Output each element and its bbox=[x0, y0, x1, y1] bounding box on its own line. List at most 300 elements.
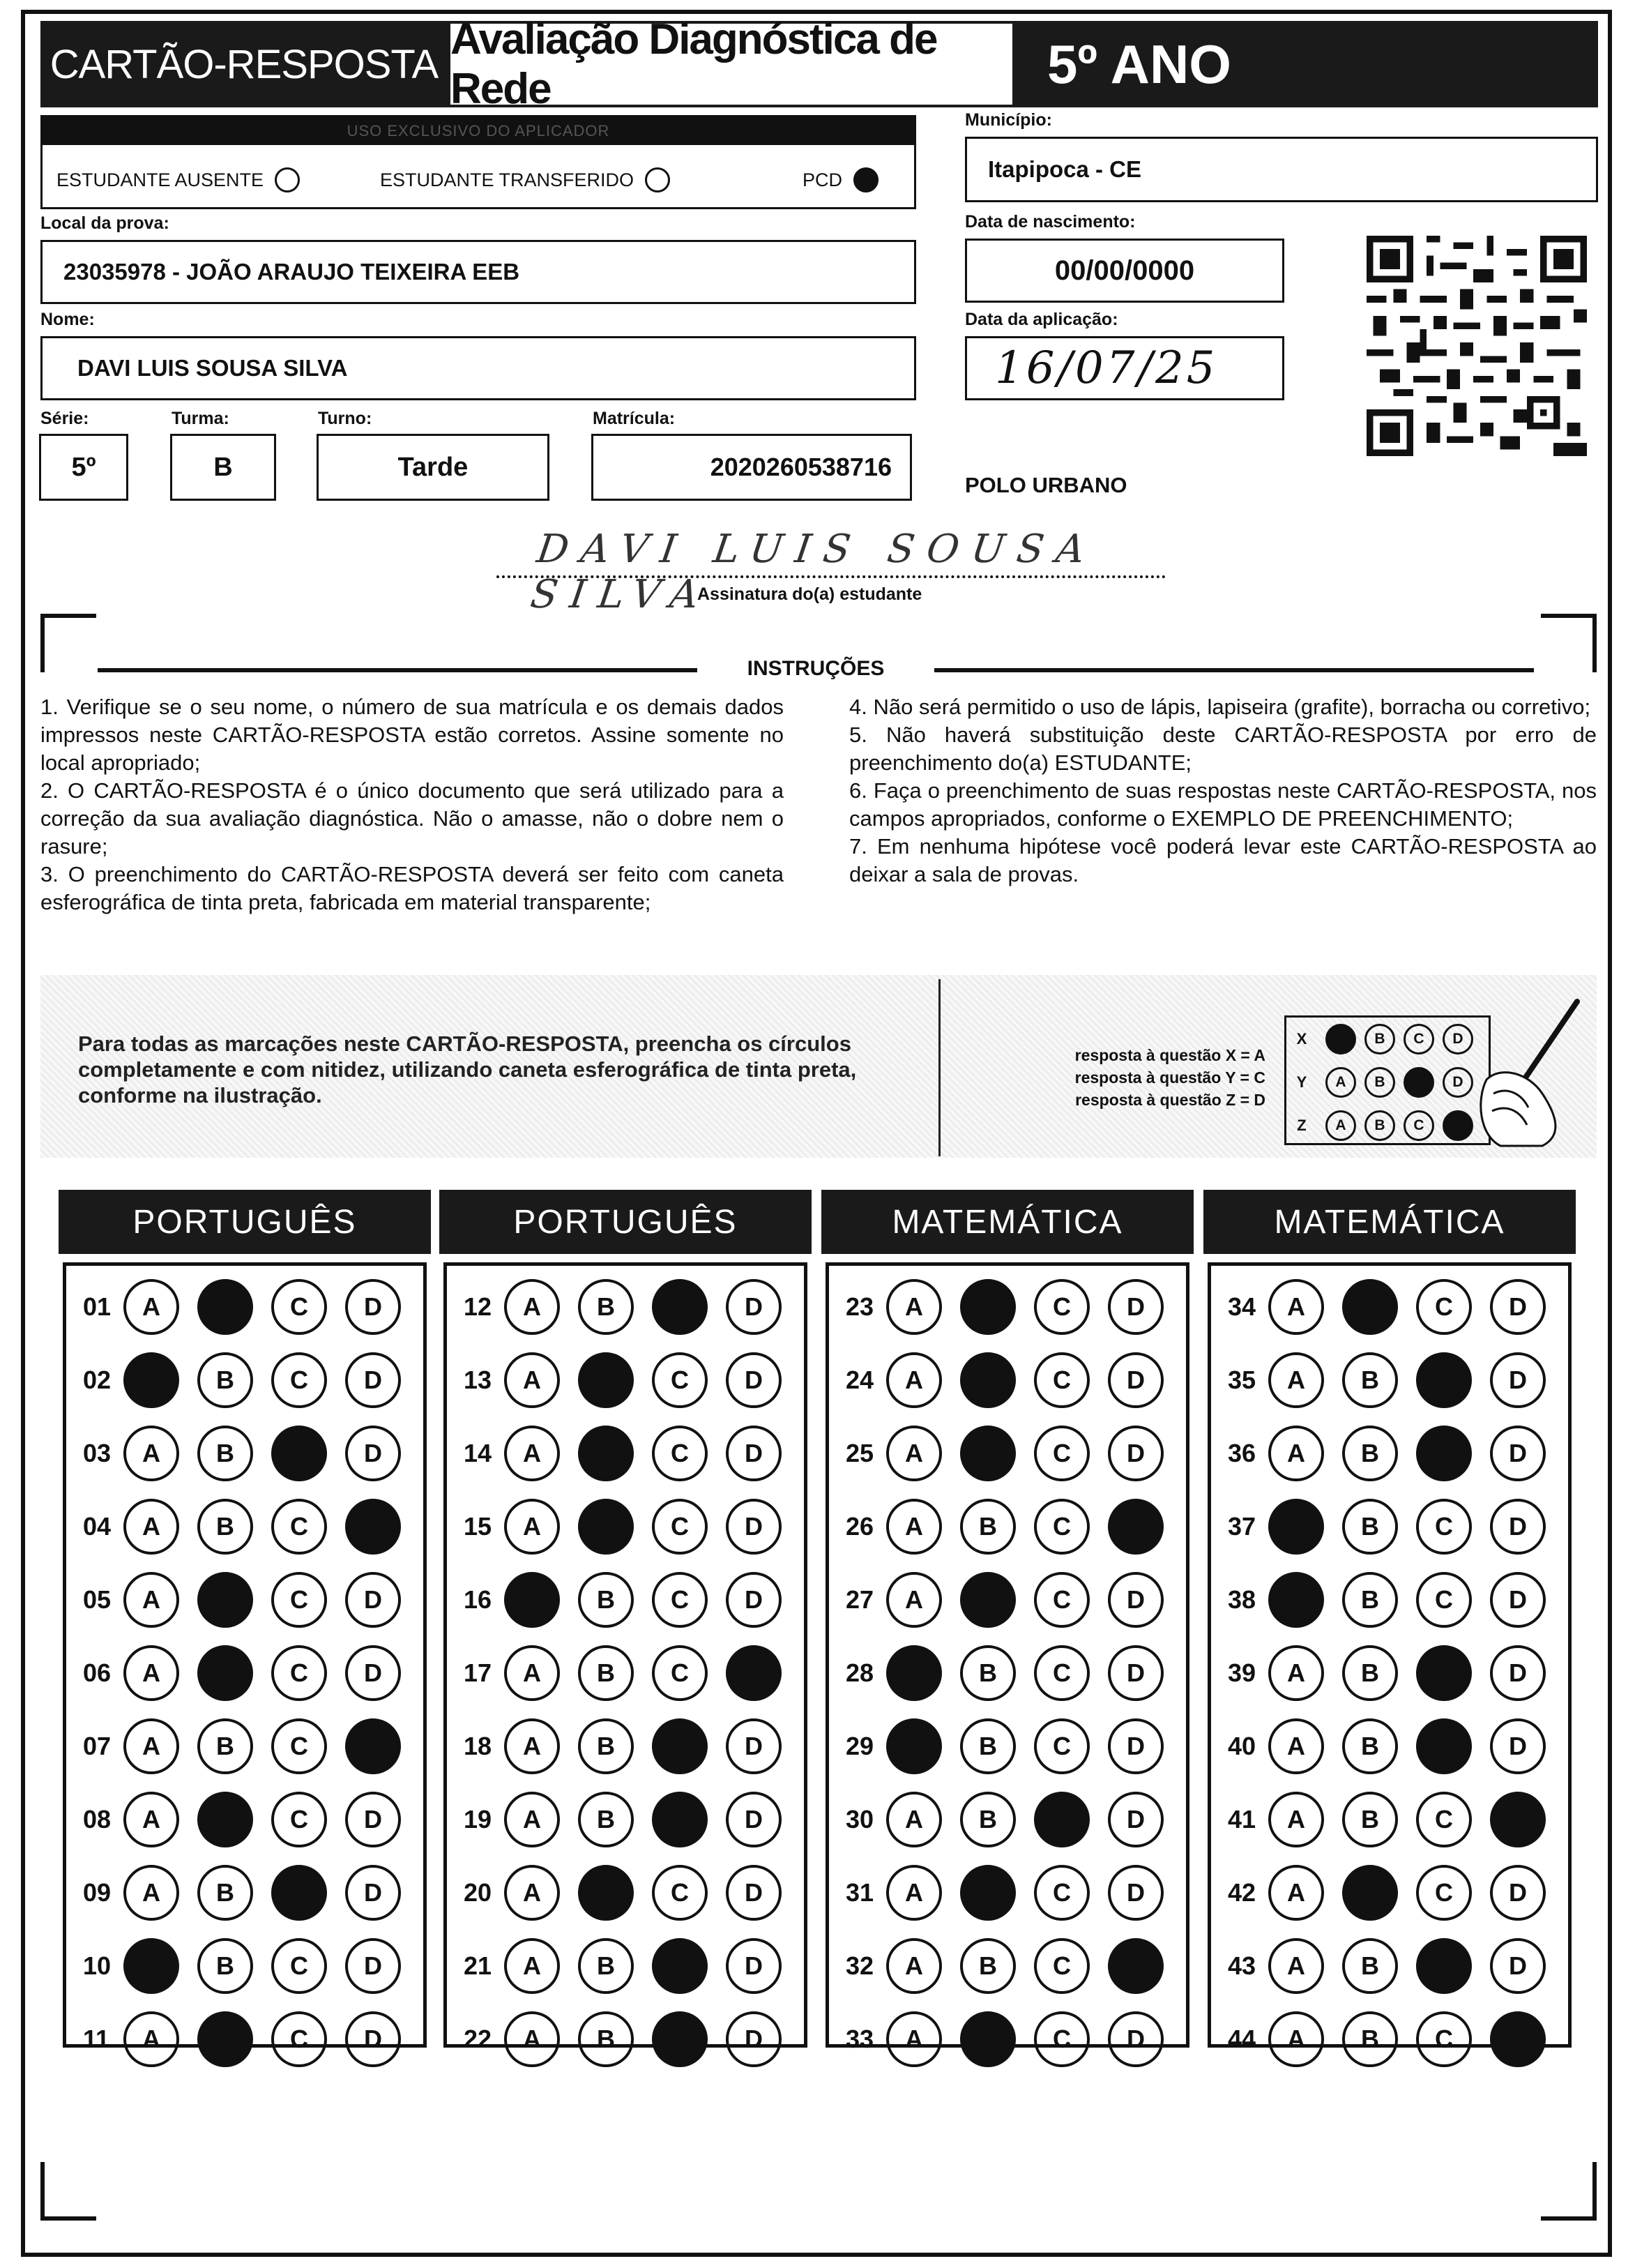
question-row bbox=[83, 1642, 419, 1704]
answer-bubble-b[interactable]: B bbox=[1342, 1718, 1398, 1774]
grade-title: 5º ANO bbox=[1015, 21, 1598, 107]
answer-bubble-a[interactable]: A bbox=[123, 1865, 179, 1921]
answer-bubble-a[interactable]: A bbox=[886, 1352, 942, 1408]
answer-bubble-d[interactable] bbox=[1108, 1499, 1164, 1555]
filling-example-divider bbox=[938, 979, 941, 1156]
answer-bubble-c[interactable]: C bbox=[1034, 2011, 1090, 2067]
filling-example-bubble: D bbox=[1443, 1067, 1473, 1098]
answer-bubble-b[interactable] bbox=[960, 1352, 1016, 1408]
answer-bubble-b[interactable]: B bbox=[578, 1572, 634, 1628]
answer-bubble-b[interactable]: B bbox=[960, 1645, 1016, 1701]
section-answer-panel bbox=[443, 1262, 807, 2053]
question-number: 28 bbox=[846, 1658, 874, 1687]
question-row bbox=[846, 1422, 1182, 1485]
corner-mark-top-left bbox=[40, 614, 96, 672]
question-number: 37 bbox=[1228, 1512, 1256, 1541]
hand-with-pen-icon bbox=[1473, 996, 1584, 1149]
serie-field: 5º bbox=[39, 434, 128, 501]
question-row bbox=[1228, 1935, 1564, 1997]
question-number: 20 bbox=[464, 1878, 492, 1907]
answer-bubble-d[interactable]: D bbox=[1108, 1865, 1164, 1921]
answer-bubble-a[interactable]: A bbox=[504, 1865, 560, 1921]
polo-text: POLO URBANO bbox=[965, 473, 1127, 497]
answer-bubble-d[interactable]: D bbox=[726, 2011, 782, 2067]
corner-mark-top-right bbox=[1541, 614, 1597, 672]
answer-bubble-d[interactable]: D bbox=[1490, 1865, 1546, 1921]
answer-bubble-b[interactable]: B bbox=[578, 2011, 634, 2067]
question-row bbox=[1228, 2008, 1564, 2071]
answer-bubble-b[interactable]: B bbox=[197, 1499, 253, 1555]
answer-bubble-b[interactable] bbox=[578, 1426, 634, 1481]
answer-bubble-a[interactable] bbox=[123, 1352, 179, 1408]
student-transferred-option[interactable] bbox=[380, 167, 670, 192]
name-label: Nome: bbox=[40, 310, 95, 329]
filling-example-bubble: D bbox=[1443, 1024, 1473, 1054]
answer-bubble-c[interactable]: C bbox=[1034, 1645, 1090, 1701]
answer-bubble-c[interactable]: C bbox=[652, 1645, 708, 1701]
answer-bubble-b[interactable]: B bbox=[578, 1279, 634, 1335]
answer-bubble-b[interactable]: B bbox=[197, 1352, 253, 1408]
question-number: 06 bbox=[83, 1658, 112, 1687]
answer-bubble-b[interactable] bbox=[960, 1279, 1016, 1335]
filling-example-bubble: B bbox=[1364, 1067, 1395, 1098]
instruction-item: 7. Em nenhuma hipótese você poderá levar este CARTÃO-RESPOSTA ao deixar a sala de provas. bbox=[849, 834, 1597, 886]
filling-example-bubble: D bbox=[1443, 1110, 1473, 1141]
answer-bubble-c[interactable]: C bbox=[271, 1645, 327, 1701]
answer-bubble-c[interactable]: C bbox=[1416, 1792, 1472, 1847]
answer-bubble-c[interactable]: C bbox=[652, 1352, 708, 1408]
turma-label: Turma: bbox=[172, 409, 229, 428]
answer-bubble-b[interactable] bbox=[960, 1865, 1016, 1921]
answer-bubble-d[interactable]: D bbox=[345, 2011, 401, 2067]
answer-bubble-a[interactable]: A bbox=[504, 1792, 560, 1847]
question-row bbox=[464, 2008, 800, 2071]
answer-bubble-a[interactable]: A bbox=[504, 2011, 560, 2067]
answer-bubble-a[interactable]: A bbox=[886, 1499, 942, 1555]
answer-bubble-d[interactable]: D bbox=[345, 1279, 401, 1335]
answer-bubble-b[interactable] bbox=[578, 1499, 634, 1555]
question-row bbox=[1228, 1276, 1564, 1338]
question-number: 12 bbox=[464, 1292, 492, 1321]
answer-bubble-c[interactable]: C bbox=[271, 1352, 327, 1408]
answer-bubble-c[interactable] bbox=[271, 1865, 327, 1921]
answer-bubble-d[interactable]: D bbox=[345, 1645, 401, 1701]
answer-bubble-d[interactable]: D bbox=[345, 1572, 401, 1628]
question-number: 31 bbox=[846, 1878, 874, 1907]
question-number: 34 bbox=[1228, 1292, 1256, 1321]
answer-bubble-a[interactable]: A bbox=[123, 1645, 179, 1701]
instructions-right-column bbox=[849, 693, 1597, 889]
answer-bubble-b[interactable]: B bbox=[578, 1938, 634, 1994]
answer-bubble-a[interactable]: A bbox=[886, 1279, 942, 1335]
signature-text: DAVI LUIS SOUSA SILVA bbox=[527, 527, 1100, 617]
applicator-box bbox=[40, 115, 916, 209]
answer-bubble-d[interactable]: D bbox=[345, 1938, 401, 1994]
answer-bubble-d[interactable]: D bbox=[1490, 1718, 1546, 1774]
question-row bbox=[464, 1715, 800, 1778]
answer-bubble-d[interactable] bbox=[345, 1499, 401, 1555]
answer-bubble-a[interactable]: A bbox=[504, 1938, 560, 1994]
answer-bubble-c[interactable]: C bbox=[1034, 1572, 1090, 1628]
answer-bubble-c[interactable]: C bbox=[652, 1426, 708, 1481]
question-number: 35 bbox=[1228, 1366, 1256, 1394]
answer-bubble-c[interactable]: C bbox=[1034, 1352, 1090, 1408]
answer-bubble-b[interactable]: B bbox=[960, 1938, 1016, 1994]
answer-bubble-d[interactable]: D bbox=[726, 1865, 782, 1921]
section-answer-panel bbox=[63, 1262, 427, 2053]
answer-bubble-d[interactable]: D bbox=[726, 1352, 782, 1408]
question-row bbox=[464, 1495, 800, 1558]
answer-bubble-c[interactable]: C bbox=[652, 1865, 708, 1921]
signature-line bbox=[496, 575, 1166, 578]
filling-example-labels bbox=[1028, 1044, 1265, 1111]
question-row bbox=[846, 2008, 1182, 2071]
question-number: 22 bbox=[464, 2025, 492, 2053]
answer-bubble-d[interactable] bbox=[345, 1718, 401, 1774]
answer-bubble-b[interactable] bbox=[578, 1352, 634, 1408]
instruction-item: 4. Não será permitido o uso de lápis, lapiseira (grafite), borracha ou corretivo; bbox=[849, 695, 1591, 719]
question-row bbox=[846, 1788, 1182, 1851]
answer-bubble-b[interactable]: B bbox=[578, 1718, 634, 1774]
question-number: 18 bbox=[464, 1732, 492, 1760]
answer-bubble-c[interactable]: C bbox=[1034, 1426, 1090, 1481]
answer-bubble-c[interactable]: C bbox=[1416, 2011, 1472, 2067]
section-header: MATEMÁTICA bbox=[1203, 1190, 1576, 1254]
answer-bubble-c[interactable]: C bbox=[1034, 1938, 1090, 1994]
answer-bubble-d[interactable] bbox=[726, 1645, 782, 1701]
exam-title: Avaliação Diagnóstica de Rede bbox=[448, 21, 1015, 107]
answer-bubble-d[interactable]: D bbox=[726, 1938, 782, 1994]
answer-bubble-a[interactable]: A bbox=[123, 1279, 179, 1335]
answer-bubble-d[interactable] bbox=[1490, 2011, 1546, 2067]
answer-bubble-d[interactable]: D bbox=[1490, 1352, 1546, 1408]
filling-example-label: resposta à questão X = A bbox=[1074, 1046, 1265, 1064]
question-row bbox=[464, 1788, 800, 1851]
answer-bubble-a[interactable]: A bbox=[886, 1572, 942, 1628]
answer-bubble-a[interactable]: A bbox=[1268, 1792, 1324, 1847]
answer-bubble-d[interactable]: D bbox=[1108, 1352, 1164, 1408]
filling-example-row bbox=[1286, 1018, 1489, 1061]
answer-bubble-c[interactable]: C bbox=[271, 2011, 327, 2067]
answer-bubble-a[interactable]: A bbox=[886, 1426, 942, 1481]
answer-bubble-b[interactable]: B bbox=[1342, 1645, 1398, 1701]
serie-label: Série: bbox=[40, 409, 89, 428]
answer-bubble-c[interactable]: C bbox=[1416, 1865, 1472, 1921]
answer-bubble-c[interactable]: C bbox=[271, 1279, 327, 1335]
question-row bbox=[1228, 1642, 1564, 1704]
question-number: 42 bbox=[1228, 1878, 1256, 1907]
answer-bubble-d[interactable]: D bbox=[1490, 1499, 1546, 1555]
answer-bubble-b[interactable]: B bbox=[578, 1645, 634, 1701]
answer-bubble-c[interactable] bbox=[652, 2011, 708, 2067]
answer-bubble-a[interactable]: A bbox=[504, 1718, 560, 1774]
filling-example-row bbox=[1286, 1104, 1489, 1147]
answer-bubble-a[interactable]: A bbox=[886, 1792, 942, 1847]
question-row bbox=[846, 1861, 1182, 1924]
answer-bubble-d[interactable]: D bbox=[1490, 1938, 1546, 1994]
question-row bbox=[846, 1495, 1182, 1558]
answer-bubble-c[interactable]: C bbox=[1034, 1718, 1090, 1774]
answer-bubble-b[interactable]: B bbox=[197, 1938, 253, 1994]
answer-bubble-c[interactable] bbox=[652, 1938, 708, 1994]
answer-bubble-a[interactable] bbox=[1268, 1572, 1324, 1628]
signature-label: Assinatura do(a) estudante bbox=[697, 584, 922, 604]
application-date-label: Data da aplicação: bbox=[965, 310, 1118, 329]
question-row bbox=[846, 1568, 1182, 1631]
answer-bubble-b[interactable] bbox=[578, 1865, 634, 1921]
question-number: 21 bbox=[464, 1951, 492, 1980]
answer-bubble-a[interactable]: A bbox=[123, 1572, 179, 1628]
turno-field: Tarde bbox=[317, 434, 549, 501]
answer-bubble-d[interactable]: D bbox=[1490, 1572, 1546, 1628]
pcd-option[interactable] bbox=[803, 167, 879, 192]
answer-bubble-d[interactable]: D bbox=[1108, 1645, 1164, 1701]
section-header: PORTUGUÊS bbox=[439, 1190, 812, 1254]
answer-bubble-c[interactable] bbox=[1416, 1718, 1472, 1774]
answer-bubble-a[interactable]: A bbox=[1268, 1352, 1324, 1408]
answer-bubble-c[interactable] bbox=[1416, 1352, 1472, 1408]
question-number: 08 bbox=[83, 1805, 112, 1834]
answer-bubble-a[interactable]: A bbox=[123, 1792, 179, 1847]
question-row bbox=[1228, 1788, 1564, 1851]
answer-bubble-d[interactable]: D bbox=[726, 1279, 782, 1335]
answer-bubble-d[interactable]: D bbox=[1490, 1279, 1546, 1335]
answer-bubble-a[interactable]: A bbox=[504, 1426, 560, 1481]
answer-bubble-c[interactable]: C bbox=[271, 1792, 327, 1847]
answer-bubble-b[interactable] bbox=[197, 2011, 253, 2067]
answer-bubble-b[interactable]: B bbox=[1342, 1426, 1398, 1481]
answer-bubble-b[interactable]: B bbox=[1342, 1352, 1398, 1408]
question-number: 44 bbox=[1228, 2025, 1256, 2053]
answer-bubble-b[interactable]: B bbox=[960, 1792, 1016, 1847]
answer-bubble-b[interactable] bbox=[197, 1792, 253, 1847]
answer-bubble-b[interactable]: B bbox=[960, 1499, 1016, 1555]
answer-bubble-b[interactable]: B bbox=[1342, 1499, 1398, 1555]
answer-bubble-b[interactable]: B bbox=[1342, 1938, 1398, 1994]
question-number: 04 bbox=[83, 1512, 112, 1541]
filling-example-text: Para todas as marcações neste CARTÃO-RESPOSTA, preencha os círculos completamente e com nitidez, utilizando caneta esferográfica de tinta preta, conforme na ilustração. bbox=[78, 1031, 857, 1107]
answer-bubble-b[interactable]: B bbox=[1342, 2011, 1398, 2067]
question-number: 14 bbox=[464, 1439, 492, 1467]
filling-example-grid bbox=[1284, 1015, 1491, 1145]
answer-bubble-a[interactable]: A bbox=[1268, 1718, 1324, 1774]
answer-bubble-b[interactable]: B bbox=[960, 1718, 1016, 1774]
answer-bubble-d[interactable]: D bbox=[1108, 1279, 1164, 1335]
answer-bubble-d[interactable]: D bbox=[345, 1865, 401, 1921]
instruction-item: 5. Não haverá substituição deste CARTÃO-RESPOSTA por erro de preenchimento do(a) ESTUDANTE; bbox=[849, 723, 1597, 775]
answer-bubble-c[interactable]: C bbox=[1416, 1572, 1472, 1628]
answer-bubble-b[interactable] bbox=[1342, 1279, 1398, 1335]
answer-bubble-b[interactable] bbox=[1342, 1865, 1398, 1921]
answer-bubble-c[interactable]: C bbox=[271, 1718, 327, 1774]
answer-bubble-a[interactable]: A bbox=[504, 1499, 560, 1555]
answer-bubble-c[interactable] bbox=[1416, 1426, 1472, 1481]
answer-bubble-c[interactable] bbox=[1416, 1938, 1472, 1994]
student-transferred-circle[interactable] bbox=[645, 167, 670, 192]
answer-bubble-b[interactable]: B bbox=[197, 1718, 253, 1774]
answer-bubble-a[interactable]: A bbox=[1268, 1426, 1324, 1481]
question-number: 09 bbox=[83, 1878, 112, 1907]
answer-bubble-b[interactable] bbox=[197, 1645, 253, 1701]
answer-bubble-d[interactable]: D bbox=[1108, 1718, 1164, 1774]
filling-example-bubble: C bbox=[1404, 1110, 1434, 1141]
filling-example-label: resposta à questão Z = D bbox=[1075, 1091, 1265, 1109]
filling-example-bubble: A bbox=[1325, 1067, 1356, 1098]
answer-bubble-c[interactable]: C bbox=[1034, 1499, 1090, 1555]
question-number: 02 bbox=[83, 1366, 112, 1394]
answer-bubble-b[interactable] bbox=[960, 1426, 1016, 1481]
answer-bubble-a[interactable]: A bbox=[886, 1865, 942, 1921]
section-header: PORTUGUÊS bbox=[59, 1190, 431, 1254]
answer-bubble-c[interactable] bbox=[652, 1792, 708, 1847]
answer-bubble-d[interactable]: D bbox=[345, 1792, 401, 1847]
answer-bubble-c[interactable]: C bbox=[271, 1938, 327, 1994]
question-row bbox=[1228, 1495, 1564, 1558]
question-number: 07 bbox=[83, 1732, 112, 1760]
student-absent-option[interactable] bbox=[56, 167, 300, 192]
answer-bubble-d[interactable]: D bbox=[1108, 1572, 1164, 1628]
answer-bubble-d[interactable]: D bbox=[726, 1718, 782, 1774]
question-number: 36 bbox=[1228, 1439, 1256, 1467]
answer-bubble-a[interactable]: A bbox=[886, 1938, 942, 1994]
answer-bubble-a[interactable]: A bbox=[123, 2011, 179, 2067]
answer-bubble-d[interactable] bbox=[1490, 1792, 1546, 1847]
answer-bubble-d[interactable]: D bbox=[726, 1499, 782, 1555]
name-field: DAVI LUIS SOUSA SILVA bbox=[40, 336, 916, 400]
answer-bubble-d[interactable]: D bbox=[1108, 1792, 1164, 1847]
answer-bubble-b[interactable] bbox=[960, 1572, 1016, 1628]
answer-bubble-c[interactable]: C bbox=[271, 1572, 327, 1628]
question-number: 43 bbox=[1228, 1951, 1256, 1980]
filling-example-bubble: C bbox=[1404, 1024, 1434, 1054]
question-row bbox=[1228, 1349, 1564, 1412]
matricula-field: 2020260538716 bbox=[591, 434, 912, 501]
question-number: 01 bbox=[83, 1292, 112, 1321]
answer-bubble-a[interactable]: A bbox=[504, 1645, 560, 1701]
answer-bubble-a[interactable]: A bbox=[1268, 1865, 1324, 1921]
answer-bubble-a[interactable]: A bbox=[1268, 2011, 1324, 2067]
answer-bubble-c[interactable]: C bbox=[1416, 1499, 1472, 1555]
answer-bubble-d[interactable]: D bbox=[1108, 1426, 1164, 1481]
answer-bubble-b[interactable] bbox=[197, 1279, 253, 1335]
question-row bbox=[464, 1276, 800, 1338]
answer-bubble-c[interactable] bbox=[652, 1718, 708, 1774]
answer-bubble-c[interactable]: C bbox=[1416, 1279, 1472, 1335]
question-row bbox=[464, 1935, 800, 1997]
qr-code-icon bbox=[1365, 236, 1588, 456]
answer-bubble-d[interactable]: D bbox=[345, 1352, 401, 1408]
answer-bubble-c[interactable] bbox=[1034, 1792, 1090, 1847]
application-date-field: 16/07/25 bbox=[965, 336, 1284, 400]
answer-bubble-c[interactable] bbox=[1416, 1645, 1472, 1701]
answer-bubble-a[interactable] bbox=[123, 1938, 179, 1994]
question-row bbox=[83, 1568, 419, 1631]
answer-bubble-b[interactable]: B bbox=[197, 1426, 253, 1481]
answer-bubble-b[interactable]: B bbox=[1342, 1792, 1398, 1847]
turma-field: B bbox=[170, 434, 276, 501]
answer-bubble-a[interactable]: A bbox=[886, 2011, 942, 2067]
question-row bbox=[464, 1568, 800, 1631]
question-number: 11 bbox=[83, 2025, 110, 2053]
answer-bubble-a[interactable]: A bbox=[123, 1499, 179, 1555]
answer-bubble-d[interactable]: D bbox=[1108, 2011, 1164, 2067]
answer-bubble-d[interactable]: D bbox=[726, 1572, 782, 1628]
question-number: 16 bbox=[464, 1585, 492, 1614]
question-number: 32 bbox=[846, 1951, 874, 1980]
question-row bbox=[846, 1715, 1182, 1778]
pcd-circle[interactable] bbox=[853, 167, 879, 192]
question-row bbox=[83, 1788, 419, 1851]
instructions-left-column bbox=[40, 693, 784, 916]
answer-bubble-d[interactable]: D bbox=[1490, 1645, 1546, 1701]
question-number: 40 bbox=[1228, 1732, 1256, 1760]
answer-bubble-a[interactable]: A bbox=[1268, 1279, 1324, 1335]
answer-bubble-a[interactable] bbox=[504, 1572, 560, 1628]
answer-bubble-c[interactable]: C bbox=[1034, 1279, 1090, 1335]
answer-bubble-a[interactable] bbox=[886, 1645, 942, 1701]
question-number: 29 bbox=[846, 1732, 874, 1760]
answer-bubble-b[interactable] bbox=[960, 2011, 1016, 2067]
answer-bubble-c[interactable] bbox=[652, 1279, 708, 1335]
answer-bubble-a[interactable]: A bbox=[1268, 1938, 1324, 1994]
question-number: 24 bbox=[846, 1366, 874, 1394]
sheet-title: CARTÃO-RESPOSTA bbox=[40, 21, 448, 107]
student-absent-circle[interactable] bbox=[275, 167, 300, 192]
answer-bubble-c[interactable]: C bbox=[652, 1572, 708, 1628]
question-number: 26 bbox=[846, 1512, 874, 1541]
question-row bbox=[464, 1861, 800, 1924]
answer-bubble-c[interactable]: C bbox=[271, 1499, 327, 1555]
answer-bubble-d[interactable]: D bbox=[1490, 1426, 1546, 1481]
instructions-title: INSTRUÇÕES bbox=[697, 657, 934, 681]
birthdate-field: 00/00/0000 bbox=[965, 239, 1284, 303]
answer-bubble-c[interactable] bbox=[271, 1426, 327, 1481]
matricula-label: Matrícula: bbox=[593, 409, 676, 428]
local-field: 23035978 - JOÃO ARAUJO TEIXEIRA EEB bbox=[40, 240, 916, 304]
answer-bubble-d[interactable] bbox=[1108, 1938, 1164, 1994]
corner-mark-bottom-left bbox=[40, 2162, 96, 2221]
answer-bubble-a[interactable]: A bbox=[504, 1352, 560, 1408]
answer-bubble-d[interactable]: D bbox=[726, 1792, 782, 1847]
question-row bbox=[464, 1349, 800, 1412]
answer-bubble-a[interactable] bbox=[1268, 1499, 1324, 1555]
question-number: 05 bbox=[83, 1585, 112, 1614]
question-row bbox=[83, 1495, 419, 1558]
answer-bubble-a[interactable]: A bbox=[123, 1426, 179, 1481]
answer-bubble-a[interactable]: A bbox=[1268, 1645, 1324, 1701]
question-number: 27 bbox=[846, 1585, 874, 1614]
question-number: 03 bbox=[83, 1439, 112, 1467]
question-row bbox=[83, 1349, 419, 1412]
question-row bbox=[83, 1276, 419, 1338]
answer-bubble-c[interactable]: C bbox=[652, 1499, 708, 1555]
answer-bubble-a[interactable]: A bbox=[504, 1279, 560, 1335]
answer-bubble-b[interactable]: B bbox=[578, 1792, 634, 1847]
answer-bubble-a[interactable]: A bbox=[123, 1718, 179, 1774]
answer-bubble-b[interactable]: B bbox=[1342, 1572, 1398, 1628]
answer-bubble-c[interactable]: C bbox=[1034, 1865, 1090, 1921]
question-row bbox=[83, 1861, 419, 1924]
question-row bbox=[846, 1642, 1182, 1704]
answer-bubble-d[interactable]: D bbox=[345, 1426, 401, 1481]
question-row bbox=[846, 1349, 1182, 1412]
filling-example-key: Y bbox=[1296, 1073, 1307, 1091]
answer-bubble-d[interactable]: D bbox=[726, 1426, 782, 1481]
instruction-item: 1. Verifique se o seu nome, o número de sua matrícula e os demais dados impressos neste CARTÃO-RESPOSTA estão corretos. Assine somente no local apropriado; bbox=[40, 695, 784, 775]
answer-bubble-b[interactable] bbox=[197, 1572, 253, 1628]
answer-bubble-b[interactable]: B bbox=[197, 1865, 253, 1921]
answer-bubble-a[interactable] bbox=[886, 1718, 942, 1774]
